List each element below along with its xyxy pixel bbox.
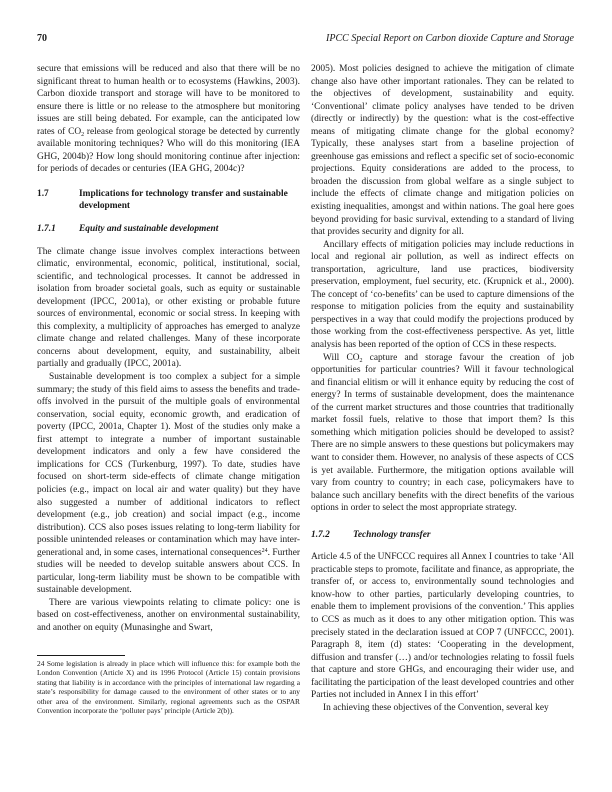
running-title: IPCC Special Report on Carbon dioxide Capture and Storage [326,33,574,44]
page-header [37,33,574,47]
right-column [311,63,574,714]
subsection-heading [37,223,300,236]
subsection-title: Technology transfer [353,529,431,540]
paragraph-objectives: In achieving these objectives of the Convention, several key [323,702,549,713]
paragraph-job-opportunities: Will $CO_2$ capture and storage favour the creation of job opportunities for particular countries? Will it favour technological and financial elitism or will it enhance equity by reducing the cost of energy? In terms of sustainable development, does the maintenance of the current market structures and those countries that traditionally market fossil fuels, relative to those that import them? Is this something which mitigation policies should be developed to assist? There are no simple answers to these questions but policymakers may want to consider them. However, no analysis of these aspects of CCS is yet available. Furthermore, the mitigation options available will vary from country to country; in each case, policymakers have to balance such ancillary benefits with the direct benefits of the various options in order to select the most appropriate strategy. [311,352,575,514]
paragraph-ancillary-effects: Ancillary effects of mitigation policies may include reductions in local and regional air pollution, as well as indirect effects on transportation, agriculture, land use practices, biodiversity preservation, employment, fuel security, etc. (Krupnick et al., 2000). The concept of ‘co-benefits’ can be used to capture dimensions of the response to mitigation policies from the equity and sustainability perspectives in a way that could modify the projections produced by those working from the cost-effectiveness perspective. As yet, little analysis has been reported of the option of CCS in these respects. [311,239,574,351]
section-heading [37,188,300,213]
section-title: Implications for technology transfer and sustainable development [79,188,288,212]
footnote: 24 Some legislation is already in place which will influence this: for example both the London Convention (Article X) and its 1996 Protocol (Article 15) contain provisions stating that liability is in accordance with the principles of international law regarding a state’s responsibility for damage caused to the environment of other states or to any other area of the environment. Similarly, regional agreements such as the OSPAR Convention incorporate the ‘polluter pays’ principle (Article 2(b)). [37,658,300,716]
paragraph-monitoring: secure that emissions will be reduced and also that there will be no significant threat to human health or to ecosystems (Hawkins, 2003). Carbon dioxide transport and storage will have to be monitored to ensure there is little or no release to the atmosphere but monitoring issues are still being debated. For example, can the anticipated low rates of $CO_2$ release from geological storage be detected by currently available monitoring techniques? Who will do this monitoring (IEA GHG, 2004b)? How long should monitoring continue after injection: for periods of decades or centuries (IEA GHG, 2004c)? [37,64,300,175]
left-column [37,63,300,716]
paragraph-viewpoints: There are various viewpoints relating to climate policy: one is based on cost-effectiveness, another on environmental sustainability, and another on equity (Munasinghe and Swart, [37,597,300,633]
page-number: 70 [37,33,47,44]
subsection-title: Equity and sustainable development [79,224,219,235]
footnote-marker: 24 [261,547,268,554]
paragraph-policies: 2005). Most policies designed to achieve the mitigation of climate change also have other important rationales. They can be related to the objectives of development, sustainability and equity. ‘Conventional’ climate policy analyses have tended to be driven (directly or indirectly) by the question: what is the cost-effective means of mitigating climate change for the global economy? Typically, these analyses start from a baseline projection of greenhouse gas emissions and reflect a specific set of socio-economic projections. Equity considerations are added to the process, to broaden the discussion from global welfare as a single subject to include the effects of climate change and mitigation policies on existing inequalities, amongst and within nations. The goal here goes beyond providing for basic survival, extending to a standard of living that provides security and dignity for all. [311,64,574,238]
subsection-number: 1.7.1 [37,224,56,235]
paragraph-climate-change-issue: The climate change issue involves complex interactions between climatic, environmental, economic, political, institutional, social, scientific, and technological processes. It cannot be addressed in isolation from broader societal goals, such as equity or sustainable development (IPCC, 2001a), or other existing or probable future sources of environmental, economic or social stress. In keeping with this complexity, a multiplicity of approaches has emerged to analyze climate change and related challenges. Many of these incorporate concerns about development, equity, and sustainability, albeit partially and gradually (IPCC, 2001a). [37,246,300,370]
subsection-heading-technology-transfer [311,529,574,542]
section-number: 1.7 [37,188,49,199]
footnote-divider [37,655,125,656]
paragraph-unfccc-article: Article 4.5 of the UNFCCC requires all Annex I countries to take ‘All practicable steps to promote, facilitate and finance, as appropriate, the transfer of, or access to, environmentally sound technologies and know-how to other parties, particularly developing countries, to enable them to implement provisions of the convention.’ This applies to CCS as much as it does to any other mitigation option. This was precisely stated in the declaration issued at COP 7 (UNFCCC, 2001). Paragraph 8, item (d) states: ‘Cooperating in the development, diffusion and transfer (…) and/or technologies relating to fossil fuels that capture and store GHGs, and encouraging their wider use, and facilitating the participation of the least developed countries and other Parties not included in Annex I in this effort’ [311,552,574,701]
subsection-number: 1.7.2 [311,529,330,540]
paragraph-sustainable-development: Sustainable development is too complex a subject for a simple summary; the study of this field aims to assess the benefits and trade-offs involved in the pursuit of the multiple goals of environmental conservation, social equity, economic growth, and eradication of poverty (IPCC, 2001a, Chapter 1). Most of the studies only make a first attempt to integrate a number of important sustainable development indicators and only a few have considered the implications for CCS (Turkenburg, 1997). To date, studies have focused on short-term side-effects of climate change mitigation policies (e.g., impact on local air and water quality) but they have also suggested a number of additional indicators to reflect development (e.g., job creation) and social impact (e.g., income distribution). CCS also poses issues relating to long-term liability for possible unintended releases or contamination which may have inter-generational and, in some cases, international consequences$^{24}$. Further studies will be needed to develop suitable answers about CCS. In particular, long-term liability must be shown to be compatible with sustainable development. [37,372,300,596]
